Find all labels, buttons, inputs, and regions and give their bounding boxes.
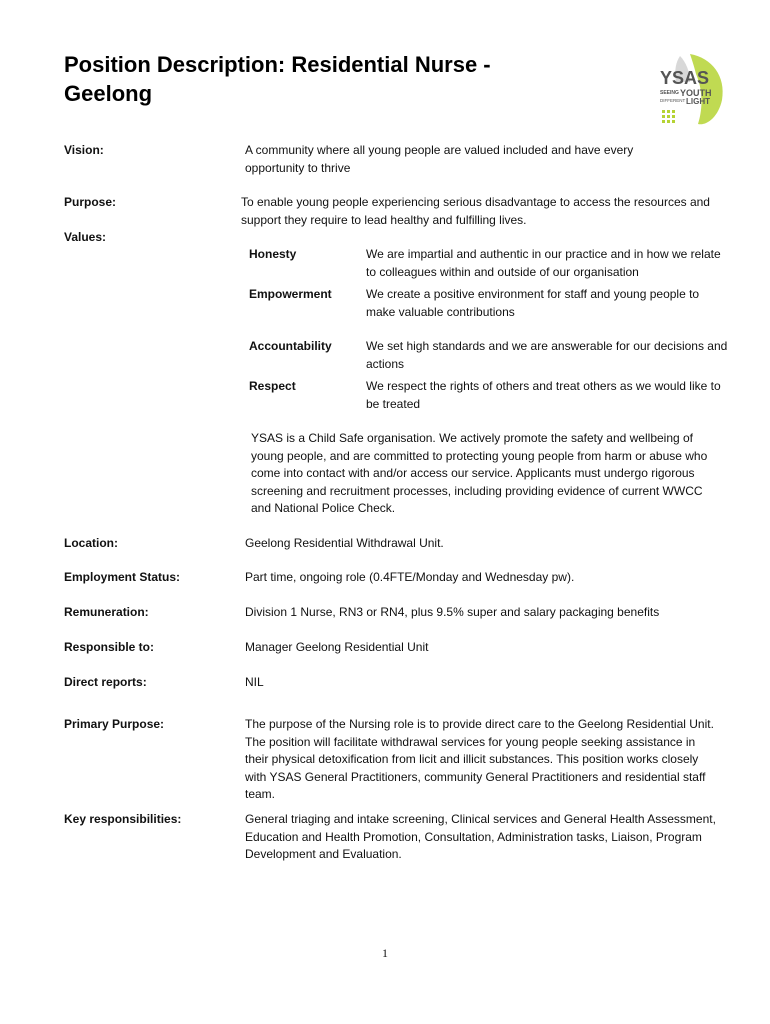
value-name-empowerment: Empowerment xyxy=(249,287,332,301)
values-label: Values: xyxy=(64,230,107,244)
ysas-logo xyxy=(650,52,730,132)
svg-text:YSAS: YSAS xyxy=(660,68,710,88)
document-title: Position Description: Residential Nurse - Geelong xyxy=(64,52,491,106)
child-safe-statement: YSAS is a Child Safe organisation. We actively promote the safety and wellbeing of young people, and are committed to protecting young people from harm or abuse who come into contact with and/or access our service. Applicants must undergo rigorous screening and recruitment processes, including providing evidence of current WWCC and National Police Check. xyxy=(251,431,708,515)
ysas-logo-graphic xyxy=(650,52,730,132)
direct-reports-label: Direct reports: xyxy=(64,675,147,689)
key-responsibilities-label: Key responsibilities: xyxy=(64,812,182,826)
responsible-to-value: Manager Geelong Residential Unit xyxy=(245,640,429,654)
value-name-honesty: Honesty xyxy=(249,247,297,261)
purpose-text: To enable young people experiencing serious disadvantage to access the resources and support they require to lead healthy and fulfilling lives. xyxy=(241,195,710,227)
primary-purpose-value: The purpose of the Nursing role is to provide direct care to the Geelong Residential Unit. The position will facilitate withdrawal services for young people seeking assistance in their physical detoxification from licit and illicit substances. This position works closely with YSAS General Practitioners, community General Practitioners and residential staff team. xyxy=(245,717,714,801)
value-name-respect: Respect xyxy=(249,379,296,393)
value-desc-accountability: We set high standards and we are answerable for our decisions and actions xyxy=(366,339,728,371)
page-number: 1 xyxy=(382,946,388,960)
value-name-accountability: Accountability xyxy=(249,339,332,353)
vision-label: Vision: xyxy=(64,143,104,157)
employment-status-value: Part time, ongoing role (0.4FTE/Monday and Wednesday pw). xyxy=(245,570,575,584)
location-value: Geelong Residential Withdrawal Unit. xyxy=(245,536,444,550)
employment-status-label: Employment Status: xyxy=(64,570,181,584)
value-desc-honesty: We are impartial and authentic in our practice and in how we relate to colleagues within and outside of our organisation xyxy=(366,247,721,279)
primary-purpose-label: Primary Purpose: xyxy=(64,717,165,731)
svg-text:SEEING: SEEING xyxy=(660,90,679,96)
value-desc-respect: We respect the rights of others and treat others as we would like to be treated xyxy=(366,379,721,411)
svg-text:DIFFERENT: DIFFERENT xyxy=(660,98,686,103)
remuneration-value: Division 1 Nurse, RN3 or RN4, plus 9.5% super and salary packaging benefits xyxy=(245,605,660,619)
responsible-to-label: Responsible to: xyxy=(64,640,155,654)
direct-reports-value: NIL xyxy=(245,675,264,689)
key-responsibilities-value: General triaging and intake screening, Clinical services and General Health Assessment, Education and Health Promotion, Consultation, Administration tasks, Liaison, Program Development and Evaluation. xyxy=(245,812,716,861)
purpose-label: Purpose: xyxy=(64,195,117,209)
vision-text: A community where all young people are valued included and have every opportunity to thrive xyxy=(245,143,634,175)
remuneration-label: Remuneration: xyxy=(64,605,149,619)
value-desc-empowerment: We create a positive environment for staff and young people to make valuable contributions xyxy=(366,287,700,319)
svg-text:YOUTH: YOUTH xyxy=(680,88,712,98)
location-label: Location: xyxy=(64,536,118,550)
svg-text:LIGHT: LIGHT xyxy=(686,97,710,106)
